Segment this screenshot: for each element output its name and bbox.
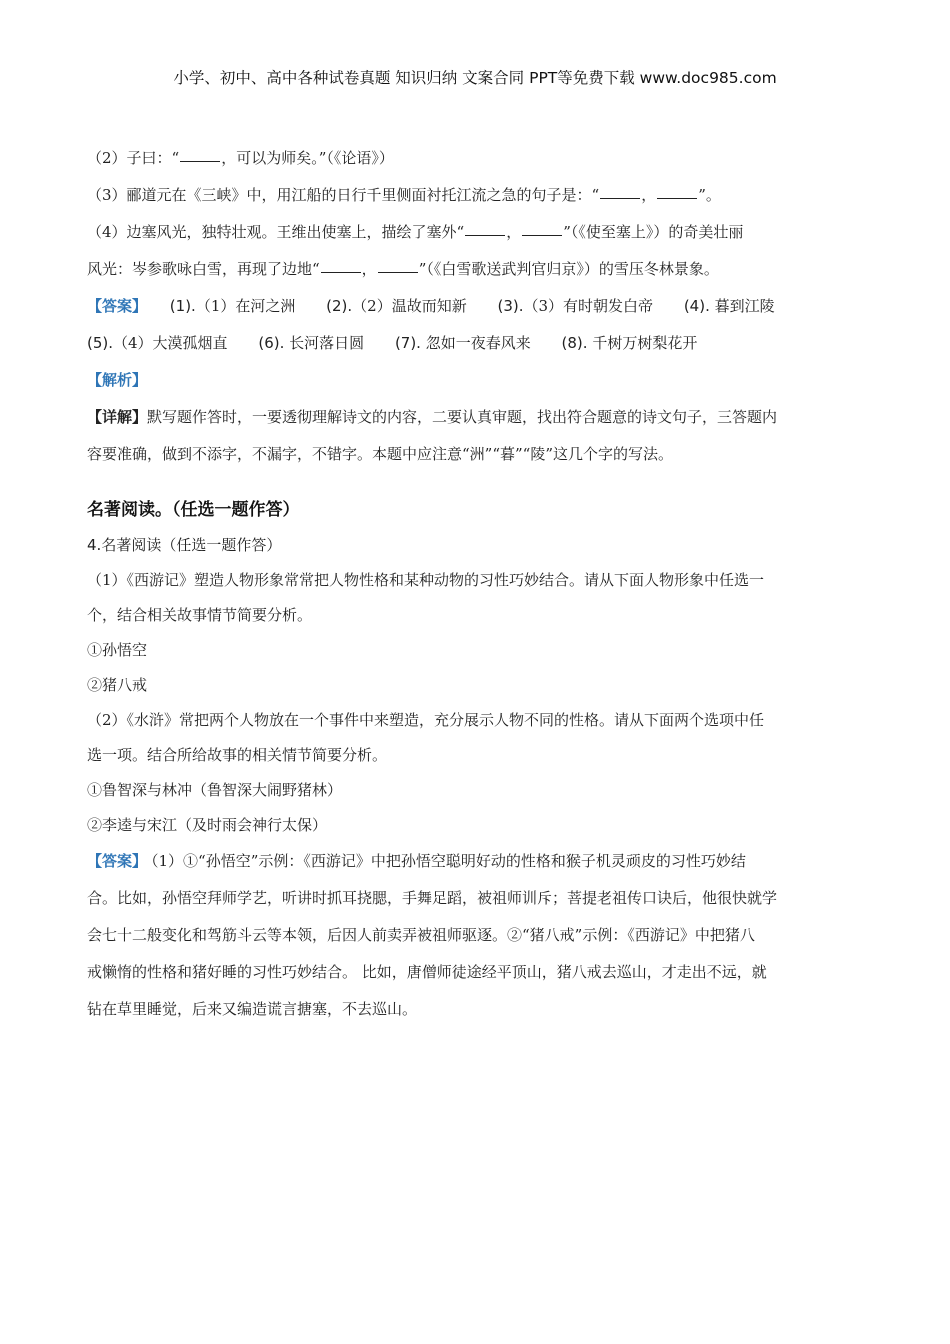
answer-1-line-1 xyxy=(87,288,867,325)
answer-item-text: 千树万树梨花开 xyxy=(592,334,698,352)
answer-2-line-1 xyxy=(87,843,867,880)
answer-label: 【答案】 xyxy=(87,297,148,315)
answer-item-text: （1）在河之洲 xyxy=(195,297,296,315)
option-sun-wukong: ①孙悟空 xyxy=(87,641,148,659)
answer-1-line-2 xyxy=(87,325,867,362)
question-4-line-1 xyxy=(87,214,867,251)
fill-blank xyxy=(600,184,640,199)
answer-item-num: (4). xyxy=(683,297,710,315)
question-4-reading-title xyxy=(87,528,867,563)
answer-item-text: （2）温故而知新 xyxy=(352,297,467,315)
answer-item-num: (1). xyxy=(169,297,196,315)
question-4-line2-prefix: 风光：岑参歌咏白雪，再现了边地“ xyxy=(87,260,320,278)
answer-item-text: （4）大漠孤烟直 xyxy=(113,334,228,352)
question-4-line-2 xyxy=(87,251,867,288)
detail-line-2 xyxy=(87,436,867,473)
answer-item-num: (5). xyxy=(87,334,114,352)
answer-item-text: （3）有时朝发白帝 xyxy=(523,297,654,315)
option-lu-zhishen: ①鲁智深与林冲（鲁智深大闹野猪林） xyxy=(87,781,343,799)
page-header: 小学、初中、高中各种试卷真题 知识归纳 文案合同 PPT等免费下载 www.doc985.com xyxy=(173,69,777,87)
question-title: 名著阅读（任选一题作答） xyxy=(101,536,282,554)
part-2-line-2: 选一项。结合所给故事的相关情节简要分析。 xyxy=(87,746,388,764)
answer-2-line-4: 戒懒惰的性格和猪好睡的习性巧妙结合。 比如，唐僧师徒途经平顶山，猪八戒去巡山，才走出不远，就 xyxy=(87,963,767,981)
option-zhu-bajie: ②猪八戒 xyxy=(87,676,148,694)
question-4-sep: ， xyxy=(506,223,522,241)
question-3-sep: ， xyxy=(641,186,657,204)
question-3-prefix: （3）郦道元在《三峡》中，用江船的日行千里侧面衬托江流之急的句子是：“ xyxy=(87,186,600,204)
question-4-line2-suffix: ”（《白雪歌送武判官归京》）的雪压冬林景象。 xyxy=(418,260,719,278)
question-2-prefix: （2）子曰：“ xyxy=(87,149,180,167)
fill-blank xyxy=(180,147,220,162)
answer-item-text: 忽如一夜春风来 xyxy=(425,334,531,352)
part-2-line-1: （2）《水浒》常把两个人物放在一个事件中来塑造，充分展示人物不同的性格。请从下面两个选项中任 xyxy=(87,711,765,729)
detail-text-1: 默写题作答时，一要透彻理解诗文的内容，二要认真审题，找出符合题意的诗文句子，三答题内 xyxy=(147,408,778,426)
part-1-line-2: 个，结合相关故事情节简要分析。 xyxy=(87,606,313,624)
fill-blank xyxy=(657,184,697,199)
answer-item-num: (3). xyxy=(497,297,524,315)
answer-item-num: (7). xyxy=(394,334,421,352)
answer-item-text: 暮到江陵 xyxy=(714,297,775,315)
answer-2-line-2: 合。比如，孙悟空拜师学艺，听讲时抓耳挠腮，手舞足蹈，被祖师训斥；菩提老祖传口诀后，他很快就学 xyxy=(87,889,778,907)
detail-text-2: 容要准确，做到不添字，不漏字，不错字。本题中应注意“洲”“暮”“陵”这几个字的写法。 xyxy=(87,445,674,463)
answer-item-num: (2). xyxy=(326,297,353,315)
answer-item-num: (8). xyxy=(561,334,588,352)
detail-label: 【详解】 xyxy=(87,408,148,426)
detail-line-1 xyxy=(87,399,867,436)
question-2-suffix: ，可以为师矣。”（《论语》） xyxy=(221,149,394,167)
answer-item-text: 长河落日圆 xyxy=(289,334,365,352)
document-body xyxy=(87,140,867,1028)
section-title: 名著阅读。（任选一题作答） xyxy=(87,500,300,520)
question-4-prefix: （4）边塞风光，独特壮观。王维出使塞上，描绘了塞外“ xyxy=(87,223,465,241)
option-li-kui: ②李逵与宋江（及时雨会神行太保） xyxy=(87,816,328,834)
question-3 xyxy=(87,177,867,214)
question-number: 4. xyxy=(87,536,102,554)
question-3-suffix: ”。 xyxy=(698,186,721,204)
fill-blank xyxy=(465,221,505,236)
fill-blank xyxy=(321,258,361,273)
analysis-line xyxy=(87,362,867,399)
question-2 xyxy=(87,140,867,177)
fill-blank xyxy=(522,221,562,236)
answer-label: 【答案】 xyxy=(87,852,148,870)
question-4-suffix: ”（《使至塞上》）的奇美壮丽 xyxy=(563,223,744,241)
part-1-line-1: （1）《西游记》塑造人物形象常常把人物性格和某种动物的习性巧妙结合。请从下面人物形象中任选一 xyxy=(87,571,765,589)
fill-blank xyxy=(378,258,418,273)
analysis-label: 【解析】 xyxy=(87,371,148,389)
answer-2-line-5: 钻在草里睡觉，后来又编造谎言搪塞，不去巡山。 xyxy=(87,1000,418,1018)
answer-2-line-3: 会七十二般变化和驾筋斗云等本领，后因人前卖弄被祖师驱逐。②“猪八戒”示例：《西游记》中把猪八 xyxy=(87,926,755,944)
question-4-line2-sep: ， xyxy=(361,260,377,278)
answer-2-text-1: （1）①“孙悟空”示例：《西游记》中把孙悟空聪明好动的性格和猴子机灵顽皮的习性巧妙结 xyxy=(151,852,746,870)
answer-item-num: (6). xyxy=(258,334,285,352)
